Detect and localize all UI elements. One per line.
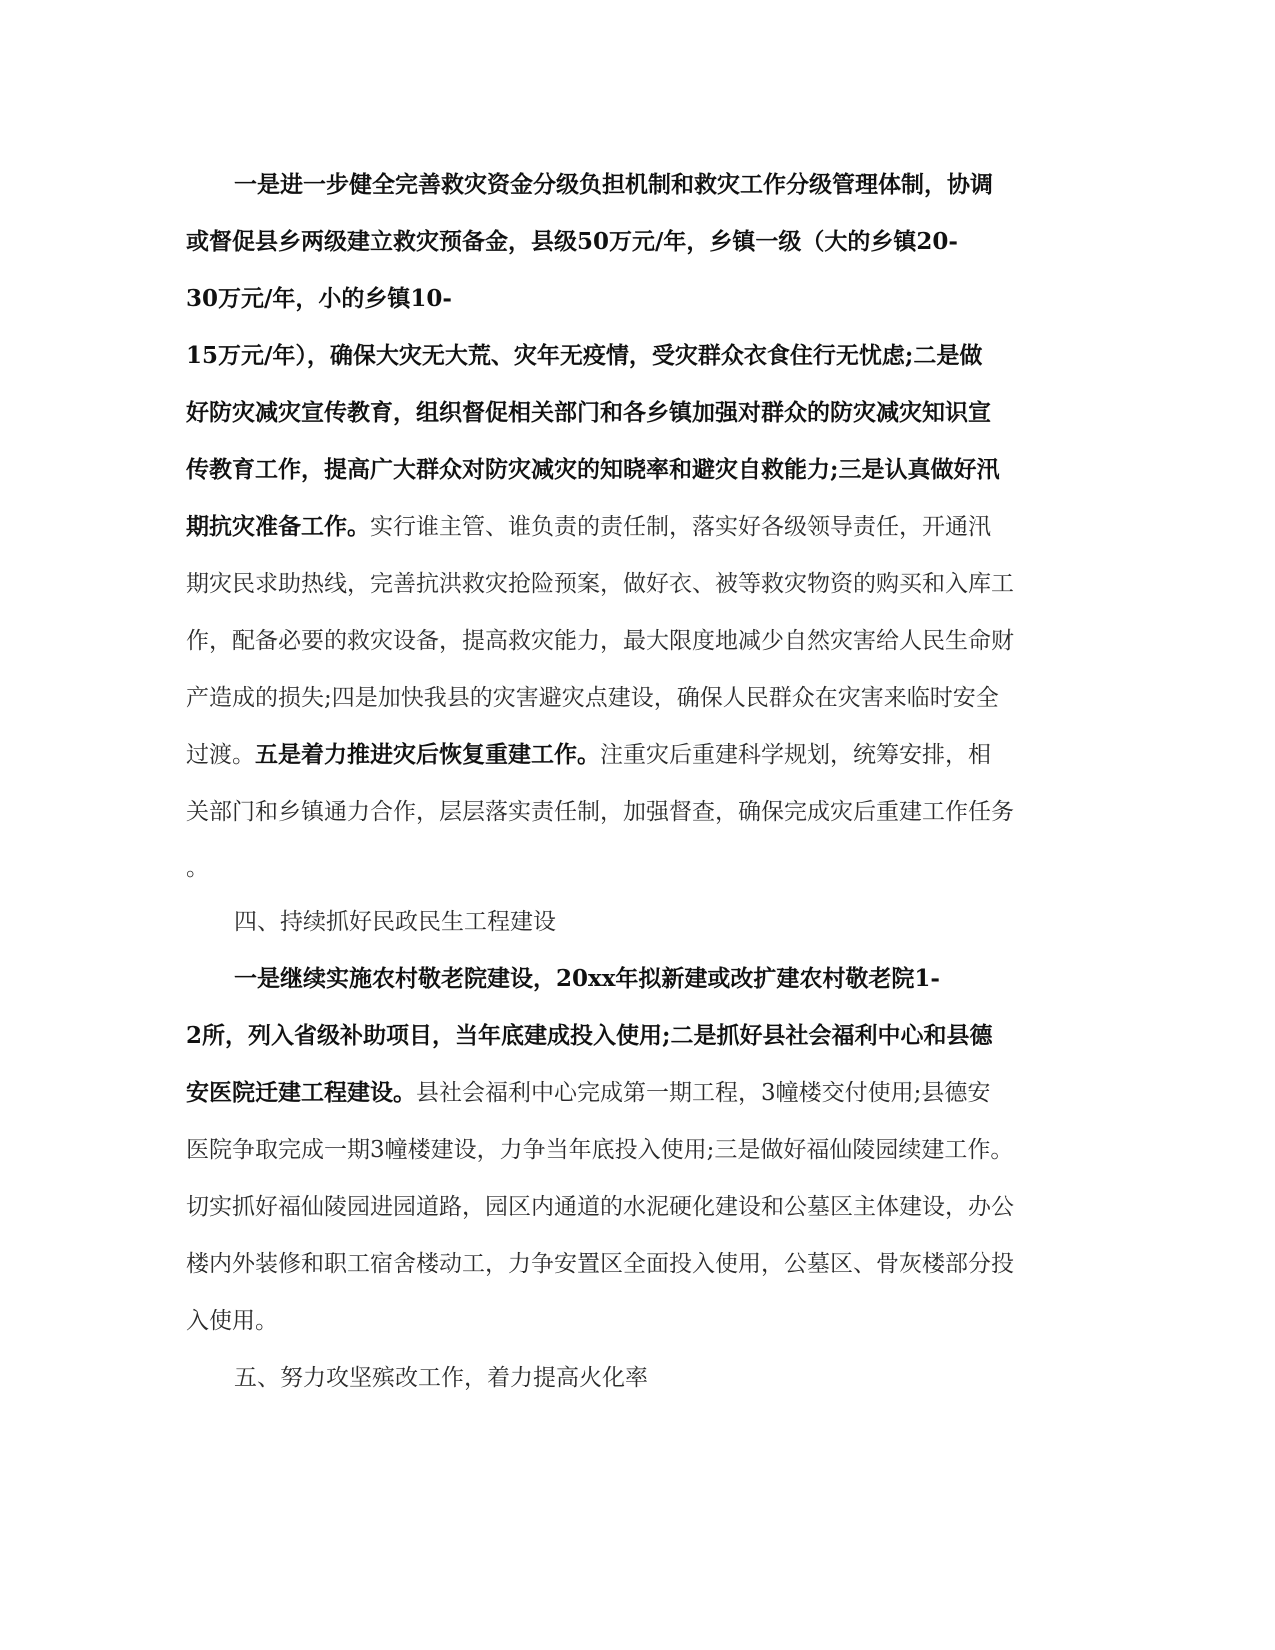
- paragraph-1-line-7: [186, 507, 991, 547]
- paragraph-1-line-3: 30万元/年，小的乡镇10-: [186, 285, 452, 312]
- paragraph-2-line-4: 医院争取完成一期3幢楼建设，力争当年底投入使用;三是做好福仙陵园续建工作。: [186, 1137, 1014, 1163]
- paragraph-1-line-13: 。: [186, 855, 209, 881]
- paragraph-1-line-10: 产造成的损失;四是加快我县的灾害避灾点建设，确保人民群众在灾害来临时安全: [186, 685, 999, 711]
- paragraph-2-line-3-bold: 安医院迁建工程建设。: [186, 1079, 416, 1106]
- paragraph-1-line-11-normal-a: 过渡。: [186, 742, 255, 768]
- section-heading-5: 五、努力攻坚殡改工作，着力提高火化率: [234, 1365, 648, 1391]
- paragraph-2-line-5: 切实抓好福仙陵园进园道路，园区内通道的水泥硬化建设和公墓区主体建设，办公: [186, 1194, 1014, 1220]
- paragraph-1-line-11-normal-b: 注重灾后重建科学规划，统筹安排，相: [600, 742, 991, 768]
- paragraph-2-line-7: 入使用。: [186, 1308, 278, 1334]
- paragraph-1-line-12: 关部门和乡镇通力合作，层层落实责任制，加强督查，确保完成灾后重建工作任务: [186, 799, 1014, 825]
- section-heading-4: 四、持续抓好民政民生工程建设: [234, 909, 556, 935]
- paragraph-1-line-4: 15万元/年），确保大灾无大荒、灾年无疫情，受灾群众衣食住行无忧虑;二是做: [186, 342, 983, 369]
- paragraph-2-line-2: 2所，列入省级补助项目，当年底建成投入使用;二是抓好县社会福利中心和县德: [186, 1022, 993, 1049]
- paragraph-2-line-3-normal: 县社会福利中心完成第一期工程，3幢楼交付使用;县德安: [416, 1080, 991, 1106]
- paragraph-1-line-11-bold: 五是着力推进灾后恢复重建工作。: [255, 741, 600, 768]
- paragraph-2-line-6: 楼内外装修和职工宿舍楼动工，力争安置区全面投入使用，公墓区、骨灰楼部分投: [186, 1251, 1014, 1277]
- paragraph-1-line-5: 好防灾减灾宣传教育，组织督促相关部门和各乡镇加强对群众的防灾减灾知识宣: [186, 399, 991, 426]
- paragraph-1-line-1: 一是进一步健全完善救灾资金分级负担机制和救灾工作分级管理体制，协调: [234, 171, 993, 198]
- paragraph-1-line-2: 或督促县乡两级建立救灾预备金，县级50万元/年，乡镇一级（大的乡镇20-: [186, 228, 958, 255]
- paragraph-1-line-7-normal: 实行谁主管、谁负责的责任制，落实好各级领导责任，开通汛: [370, 514, 991, 540]
- paragraph-1-line-7-bold: 期抗灾准备工作。: [186, 513, 370, 540]
- paragraph-1-line-9: 作，配备必要的救灾设备，提高救灾能力，最大限度地减少自然灾害给人民生命财: [186, 628, 1014, 654]
- paragraph-1-line-11: [186, 735, 991, 775]
- paragraph-2-line-1: 一是继续实施农村敬老院建设，20xx年拟新建或改扩建农村敬老院1-: [234, 965, 940, 992]
- paragraph-1-line-6: 传教育工作，提高广大群众对防灾减灾的知晓率和避灾自救能力;三是认真做好汛: [186, 456, 1000, 483]
- paragraph-2-line-3: [186, 1073, 990, 1113]
- paragraph-1-line-8: 期灾民求助热线，完善抗洪救灾抢险预案，做好衣、被等救灾物资的购买和入库工: [186, 571, 1014, 597]
